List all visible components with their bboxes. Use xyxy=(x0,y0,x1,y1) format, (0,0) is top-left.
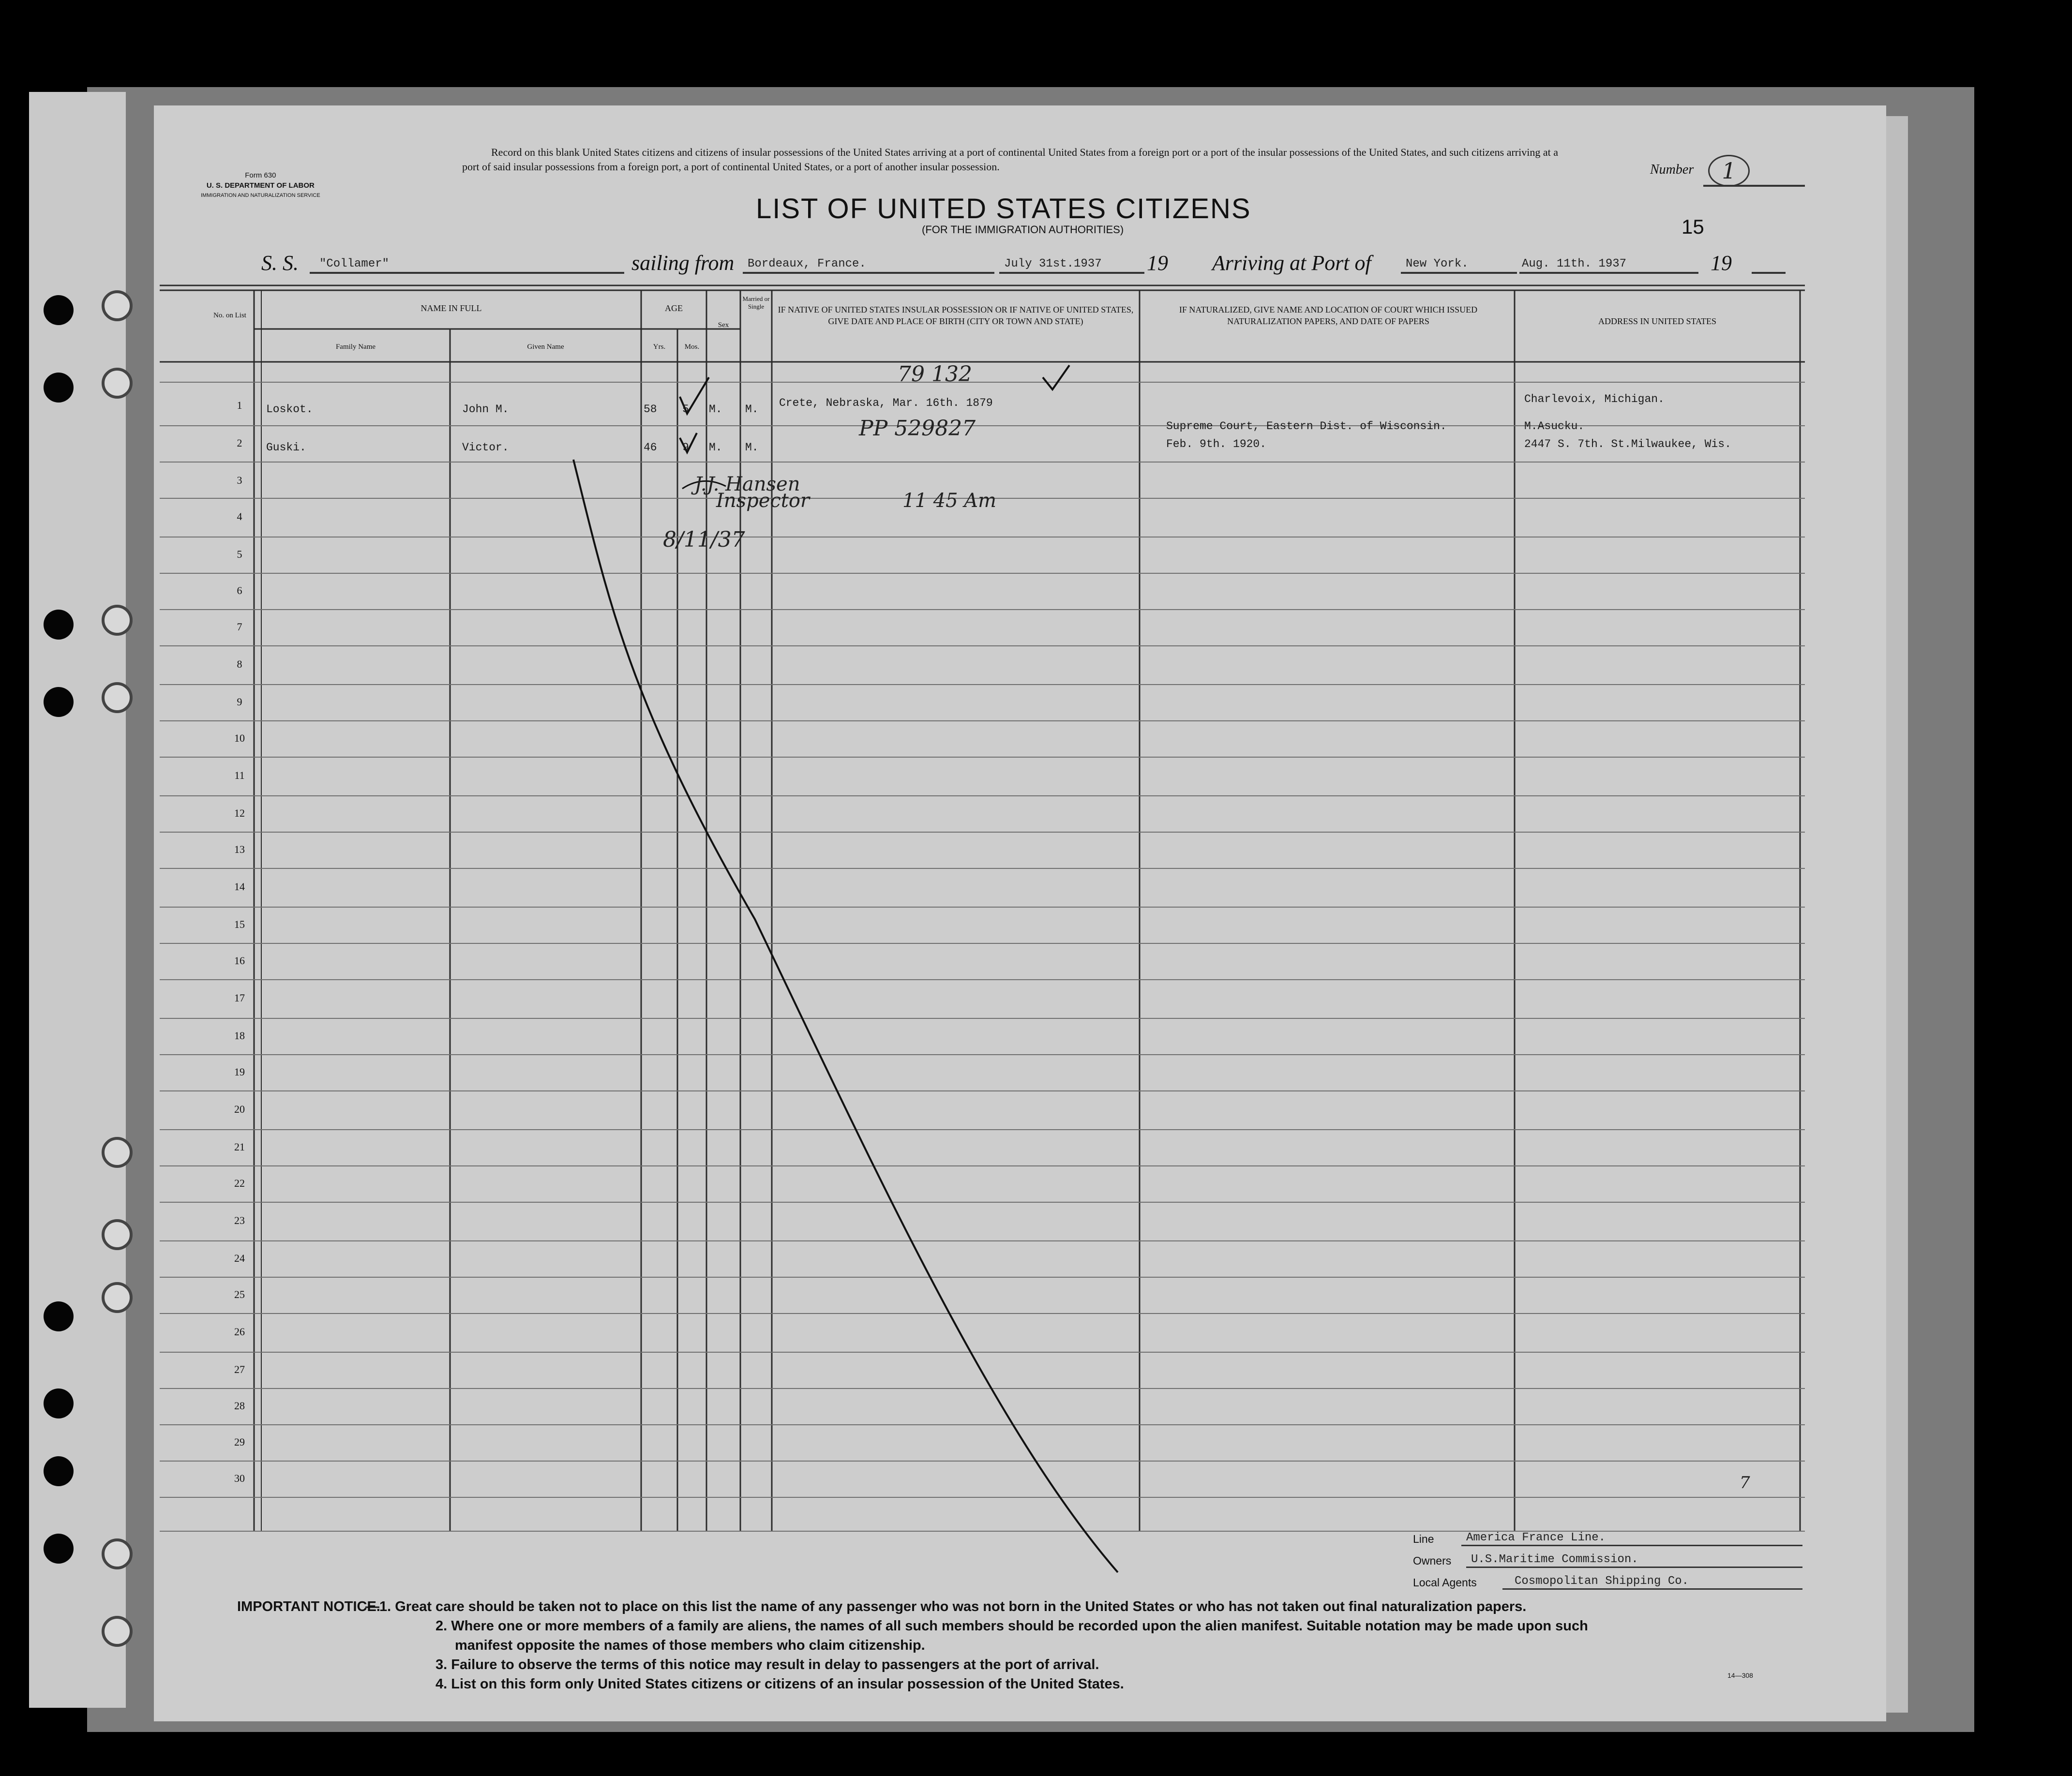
handwritten-mark: 79 132 xyxy=(898,362,972,387)
row-number: 2 xyxy=(237,437,242,449)
notice-item-2: 2. Where one or more members of a family are aliens, the names of all such members should be recorded upon the alien manifest. Suitable notation may be made upon such xyxy=(435,1618,1588,1634)
owners-value: U.S.Maritime Commission. xyxy=(1471,1553,1638,1566)
page-subtitle: (FOR THE IMMIGRATION AUTHORITIES) xyxy=(922,224,1124,236)
row-number: 23 xyxy=(234,1214,245,1226)
header-sex: Sex xyxy=(718,321,729,329)
ship-name: "Collamer" xyxy=(319,257,390,270)
arriving-label: Arriving at Port of xyxy=(1212,251,1371,275)
agents-value: Cosmopolitan Shipping Co. xyxy=(1515,1575,1689,1588)
ss-label: S. S. xyxy=(261,251,299,275)
row-number: 9 xyxy=(237,696,242,708)
notice-item-4: 4. List on this form only United States citizens or citizens of an insular possession of the United States. xyxy=(435,1676,1124,1692)
record-instructions: Record on this blank United States citizens and citizens of insular possessions of the United States arriving at a port of continental United States from a foreign port or a port of the insular possessions of the United States, and such citizens arriving at a port of said insular possessions from a foreign port, a port of continental United States, or a port of another insular possession. xyxy=(462,146,1558,173)
sex-cell: M. xyxy=(709,441,722,454)
agents-underline xyxy=(1502,1588,1802,1590)
row-number: 7 xyxy=(237,621,242,633)
age-mos-cell: 9 xyxy=(682,441,689,454)
inspector-title: Inspector xyxy=(716,490,810,512)
row-number: 1 xyxy=(237,399,242,411)
inspection-time: 11 45 Am xyxy=(902,490,997,512)
given-name-cell: Victor. xyxy=(462,441,509,454)
row-number: 21 xyxy=(234,1141,245,1153)
line-underline xyxy=(1461,1545,1802,1546)
sail-date: July 31st.1937 xyxy=(1004,257,1102,270)
sex-cell: M. xyxy=(709,403,722,416)
row-number: 3 xyxy=(237,474,242,486)
age-yrs-cell: 46 xyxy=(644,441,657,454)
given-name-cell: John M. xyxy=(462,403,509,416)
header-mos: Mos. xyxy=(684,343,700,351)
owners-label: Owners xyxy=(1413,1554,1452,1567)
header-address: ADDRESS IN UNITED STATES xyxy=(1598,316,1717,326)
row-number: 5 xyxy=(237,548,242,560)
marital-cell: M. xyxy=(745,403,759,416)
row-number: 16 xyxy=(234,955,245,967)
owners-underline xyxy=(1466,1567,1802,1568)
inspection-date: 8/11/37 xyxy=(663,527,745,552)
naturalization-court-cell: Supreme Court, Eastern Dist. of Wisconsin. xyxy=(1166,420,1447,433)
arrival-port: New York. xyxy=(1406,257,1469,270)
page-title: LIST OF UNITED STATES CITIZENS xyxy=(756,193,1251,224)
handwritten-mark: PP 529827 xyxy=(859,416,976,441)
header-married: Married or Single xyxy=(742,295,770,310)
row-number: 19 xyxy=(234,1066,245,1078)
form-number: Form 630 xyxy=(245,171,276,179)
row-number: 25 xyxy=(234,1288,245,1300)
service-name: IMMIGRATION AND NATURALIZATION SERVICE xyxy=(201,193,320,198)
print-code: 14—308 xyxy=(1727,1672,1753,1679)
row-number: 26 xyxy=(234,1326,245,1338)
department-name: U. S. DEPARTMENT OF LABOR xyxy=(206,181,315,190)
notice-item-3: 3. Failure to observe the terms of this notice may result in delay to passengers at the port of arrival. xyxy=(435,1657,1099,1672)
row-number: 27 xyxy=(234,1363,245,1375)
sailing-label: sailing from xyxy=(631,251,735,275)
row-number: 14 xyxy=(234,881,245,893)
naturalization-date-cell: Feb. 9th. 1920. xyxy=(1166,438,1267,450)
agents-label: Local Agents xyxy=(1413,1576,1477,1589)
row-number: 22 xyxy=(234,1177,245,1189)
list-number: 1 xyxy=(1708,155,1750,187)
age-mos-cell: 5 xyxy=(682,403,689,416)
address-cell: 2447 S. 7th. St.Milwaukee, Wis. xyxy=(1524,438,1731,450)
arrival-date: Aug. 11th. 1937 xyxy=(1522,257,1627,270)
header-name-in-full: NAME IN FULL xyxy=(420,303,482,313)
row-number: 20 xyxy=(234,1103,245,1115)
page-number: 15 xyxy=(1682,215,1704,238)
age-yrs-cell: 58 xyxy=(644,403,657,416)
header-age: AGE xyxy=(665,303,683,313)
header-no-on-list: No. on List xyxy=(213,312,246,319)
header-birth: IF NATIVE OF UNITED STATES INSULAR POSSESSION OR IF NATIVE OF UNITED STATES, GIVE DATE AND PLACE OF BIRTH (CITY OR TOWN AND STATE) xyxy=(778,305,1134,326)
line-label: Line xyxy=(1413,1533,1434,1545)
address-cell: M.Asucku. xyxy=(1524,420,1585,433)
year-label: 19 xyxy=(1147,251,1168,275)
row-number: 13 xyxy=(234,843,245,855)
row-number: 4 xyxy=(237,510,242,522)
row-number: 12 xyxy=(234,807,245,819)
row-number: 11 xyxy=(234,769,245,781)
row-number: 28 xyxy=(234,1400,245,1412)
row-number: 17 xyxy=(234,992,245,1004)
row-number: 24 xyxy=(234,1252,245,1264)
inspector-signature: J.J. Hansen xyxy=(694,473,800,495)
notice-item-1: —1. Great care should be taken not to place on this list the name of any passenger who was not born in the United States or who has not taken out final naturalization papers. xyxy=(365,1599,1527,1614)
family-name-cell: Loskot. xyxy=(266,403,313,416)
address-cell: Charlevoix, Michigan. xyxy=(1524,393,1665,405)
header-yrs: Yrs. xyxy=(653,343,666,351)
marital-cell: M. xyxy=(745,441,759,454)
notice-title: IMPORTANT NOTICE. xyxy=(237,1599,380,1614)
row-number: 18 xyxy=(234,1030,245,1042)
header-naturalized: IF NATURALIZED, GIVE NAME AND LOCATION OF COURT WHICH ISSUED NATURALIZATION PAPERS, AND DATE OF PAPERS xyxy=(1179,305,1478,326)
row-number: 15 xyxy=(234,918,245,930)
row-number: 29 xyxy=(234,1436,245,1448)
number-label: Number xyxy=(1650,162,1694,177)
from-port: Bordeaux, France. xyxy=(748,257,866,270)
row-number: 10 xyxy=(234,732,245,744)
corner-mark: 7 xyxy=(1740,1473,1750,1492)
notice-item-2-continued: manifest opposite the names of those members who claim citizenship. xyxy=(455,1638,925,1653)
family-name-cell: Guski. xyxy=(266,441,306,454)
header-given-name: Given Name xyxy=(527,343,564,351)
header-family-name: Family Name xyxy=(335,343,376,351)
year-label-2: 19 xyxy=(1711,251,1732,275)
birth-cell: Crete, Nebraska, Mar. 16th. 1879 xyxy=(779,397,993,409)
row-number: 6 xyxy=(237,584,242,597)
row-number: 30 xyxy=(234,1472,245,1484)
row-number: 8 xyxy=(237,658,242,670)
line-value: America France Line. xyxy=(1466,1531,1606,1544)
